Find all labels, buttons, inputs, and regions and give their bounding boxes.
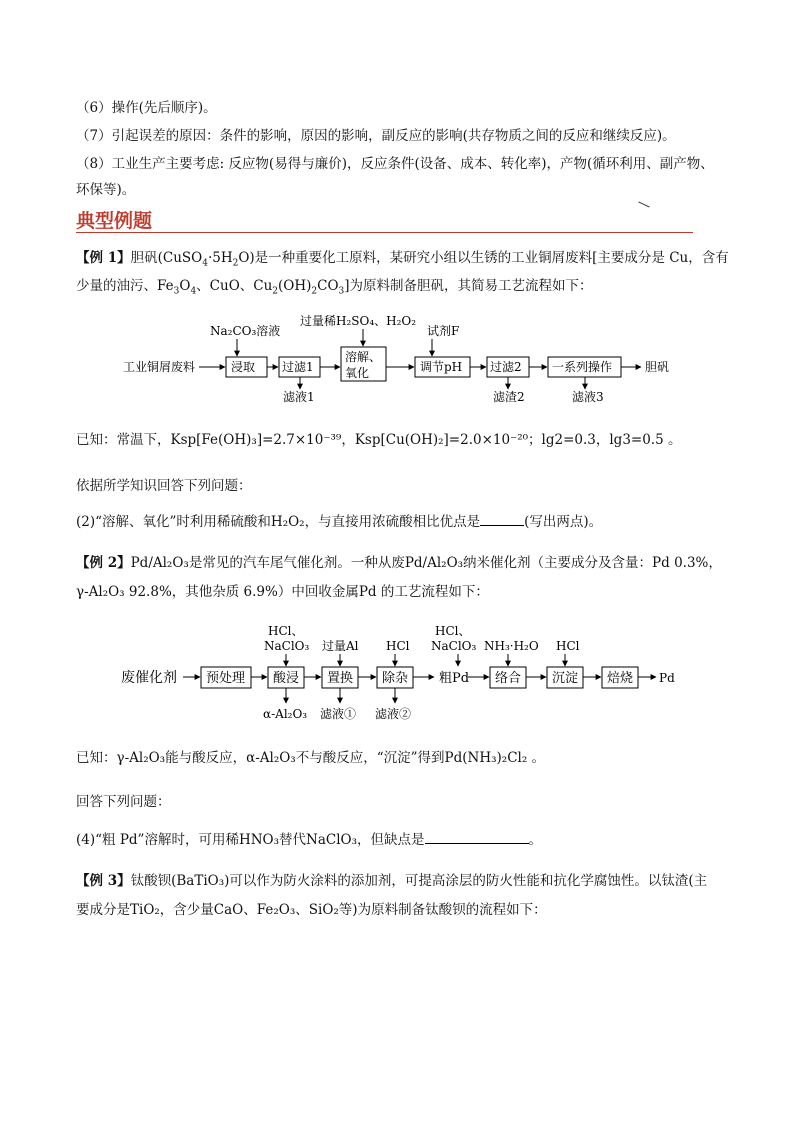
example1-line2-d: (OH) — [278, 278, 312, 294]
flow1-residue2: 滤渣2 — [493, 390, 525, 404]
example1-question — [76, 510, 602, 530]
example1-line2-f: ]为原料制备胆矾，其简易工艺流程如下： — [344, 278, 593, 294]
flow2-box2-label: 酸浸 — [273, 671, 300, 686]
example2-question-b: 。 — [528, 832, 542, 848]
section-title: 典型例题 — [76, 210, 153, 232]
answer-blank-1[interactable] — [480, 524, 524, 526]
flow2-reagent-d2: NaClO₃ — [431, 639, 477, 653]
flow2-box4-label: 除杂 — [382, 671, 409, 686]
answer-blank-2[interactable] — [425, 842, 529, 844]
flow2-reagent-f: HCl — [556, 639, 580, 653]
flow2-box3-label: 置换 — [327, 671, 354, 686]
intro-item-6: （6）操作(先后顺序)。 — [76, 100, 217, 116]
example2-line1 — [76, 551, 722, 571]
example2-instruction: 回答下列问题： — [76, 794, 171, 810]
example1-line1: 【例 1】胆矾$(CuSO_4\cdot 5H_2O)$是一种重要化工原料，某研究小组以生锈的工业铜屑废料[主要成分是 Cu，含有 — [76, 250, 729, 269]
intro-item-8-line1: （8）工业生产主要考虑: 反应物(易得与廉价)，反应条件(设备、成本、转化率)，产物(循环利用、副产物、 — [76, 156, 714, 172]
example1-line2-c: 、CuO、Cu — [196, 278, 273, 294]
flow2-reagent-c: HCl — [386, 639, 410, 653]
flow2-reagent-b: 过量Al — [322, 639, 359, 653]
flow2-reagent-e: NH₃·H₂O — [484, 639, 539, 653]
flow1-box3-label2: 氧化 — [345, 366, 370, 380]
flow2-box6-label: 沉淀 — [552, 671, 579, 686]
flow2-box7-label: 焙烧 — [607, 671, 634, 686]
flow-diagram-2 — [0, 615, 794, 730]
example2-known: 已知：γ-Al₂O₃能与酸反应，α-Al₂O₃不与酸反应，“沉淀”得到Pd(NH₃)₂Cl₂ 。 — [76, 750, 546, 766]
flow2-reagent-a2: NaClO₃ — [264, 639, 310, 653]
flow2-mid: 粗Pd — [439, 671, 470, 686]
flow2-out3: 滤液① — [320, 707, 357, 721]
flow-diagram-1 — [0, 305, 794, 410]
flow2-start: 废催化剂 — [121, 670, 177, 686]
flow2-box5-label: 络合 — [495, 671, 522, 686]
example1-label: 【例 1】 — [76, 250, 131, 266]
example1-line2-e: CO — [317, 278, 339, 294]
flow1-box6-label: 一系列操作 — [552, 360, 613, 374]
flow1-start: 工业铜屑废料 — [123, 360, 196, 374]
example2-line1-text: Pd/Al₂O₃是常见的汽车尾气催化剂。一种从废Pd/Al₂O₃纳米催化剂（主要成分及含量：Pd 0.3%， — [130, 555, 722, 571]
flow1-box2-label: 过滤1 — [282, 360, 314, 374]
example3-line1-text: 钛酸钡(BaTiO₃)可以作为防火涂料的添加剂，可提高涂层的防火性能和抗化学腐蚀性。以钛渣(主 — [130, 873, 708, 889]
example1-question-a: (2)“溶解、氧化”时利用稀硫酸和H₂O₂，与直接用浓硫酸相比优点是 — [76, 514, 481, 530]
example1-line1-a: 胆矾(CuSO — [130, 250, 203, 266]
example2-question — [76, 828, 542, 848]
flow1-filtrate3: 滤液3 — [572, 390, 604, 404]
example1-line1-b: ·5H — [207, 250, 233, 266]
section-rule — [76, 232, 693, 233]
example1-line2-a: 少量的油污、Fe — [76, 278, 174, 294]
example2-question-a: (4)“粗 Pd”溶解时，可用稀HNO₃替代NaClO₃，但缺点是 — [76, 832, 425, 848]
example1-instruction: 依据所学知识回答下列问题： — [76, 478, 252, 494]
flow1-box5-label: 过滤2 — [490, 360, 522, 374]
flow1-reagent1: Na₂CO₃溶液 — [210, 324, 281, 338]
flow2-out2: α-Al₂O₃ — [263, 707, 308, 721]
flow1-box1-label: 浸取 — [231, 360, 256, 374]
example1-known: 已知：常温下，Ksp[Fe(OH)₃]=2.7×10⁻³⁹，Ksp[Cu(OH)₂]=2.0×10⁻²⁰；lg2=0.3，lg3=0.5 。 — [76, 432, 682, 448]
flow1-filtrate1: 滤液1 — [283, 390, 315, 404]
example1-line2-b: O — [179, 278, 191, 294]
flow1-box3-label1: 溶解、 — [345, 350, 382, 364]
flow1-reagent3: 试剂F — [427, 324, 460, 338]
example3-label: 【例 3】 — [76, 873, 131, 889]
flow2-box1-label: 预处理 — [206, 671, 246, 686]
example3-line2: 要成分是TiO₂，含少量CaO、Fe₂O₃、SiO₂等)为原料制备钛酸钡的流程如下： — [76, 902, 547, 918]
flow2-reagent-d1: HCl、 — [435, 624, 471, 638]
flow1-end: 胆矾 — [645, 360, 670, 374]
intro-item-8-line2: 环保等)。 — [76, 182, 136, 198]
flow2-reagent-a1: HCl、 — [268, 624, 304, 638]
example1-line1-c: O)是一种重要化工原料，某研究小组以生锈的工业铜屑废料[主要成分是 Cu，含有 — [238, 250, 729, 266]
flow2-out4: 滤液② — [375, 707, 412, 721]
example1-line2: 少量的油污、$Fe_3O_4$、CuO、$Cu_2(OH)_2CO_3$]为原料制备胆矾，其简易工艺流程如下： — [76, 278, 593, 297]
example3-line1 — [76, 869, 707, 889]
example2-line2: γ-Al₂O₃ 92.8%，其他杂质 6.9%）中回收金属Pd 的工艺流程如下： — [76, 584, 489, 600]
flow2-end: Pd — [659, 671, 675, 685]
example1-question-b: (写出两点)。 — [524, 514, 603, 530]
example2-label: 【例 2】 — [76, 555, 131, 571]
stray-mark — [638, 202, 649, 208]
flow1-reagent2: 过量稀H₂SO₄、H₂O₂ — [300, 314, 417, 328]
flow1-box4-label: 调节pH — [420, 360, 463, 374]
intro-item-7: （7）引起误差的原因：条件的影响，原因的影响，副反应的影响(共存物质之间的反应和继续反应)。 — [76, 128, 676, 144]
